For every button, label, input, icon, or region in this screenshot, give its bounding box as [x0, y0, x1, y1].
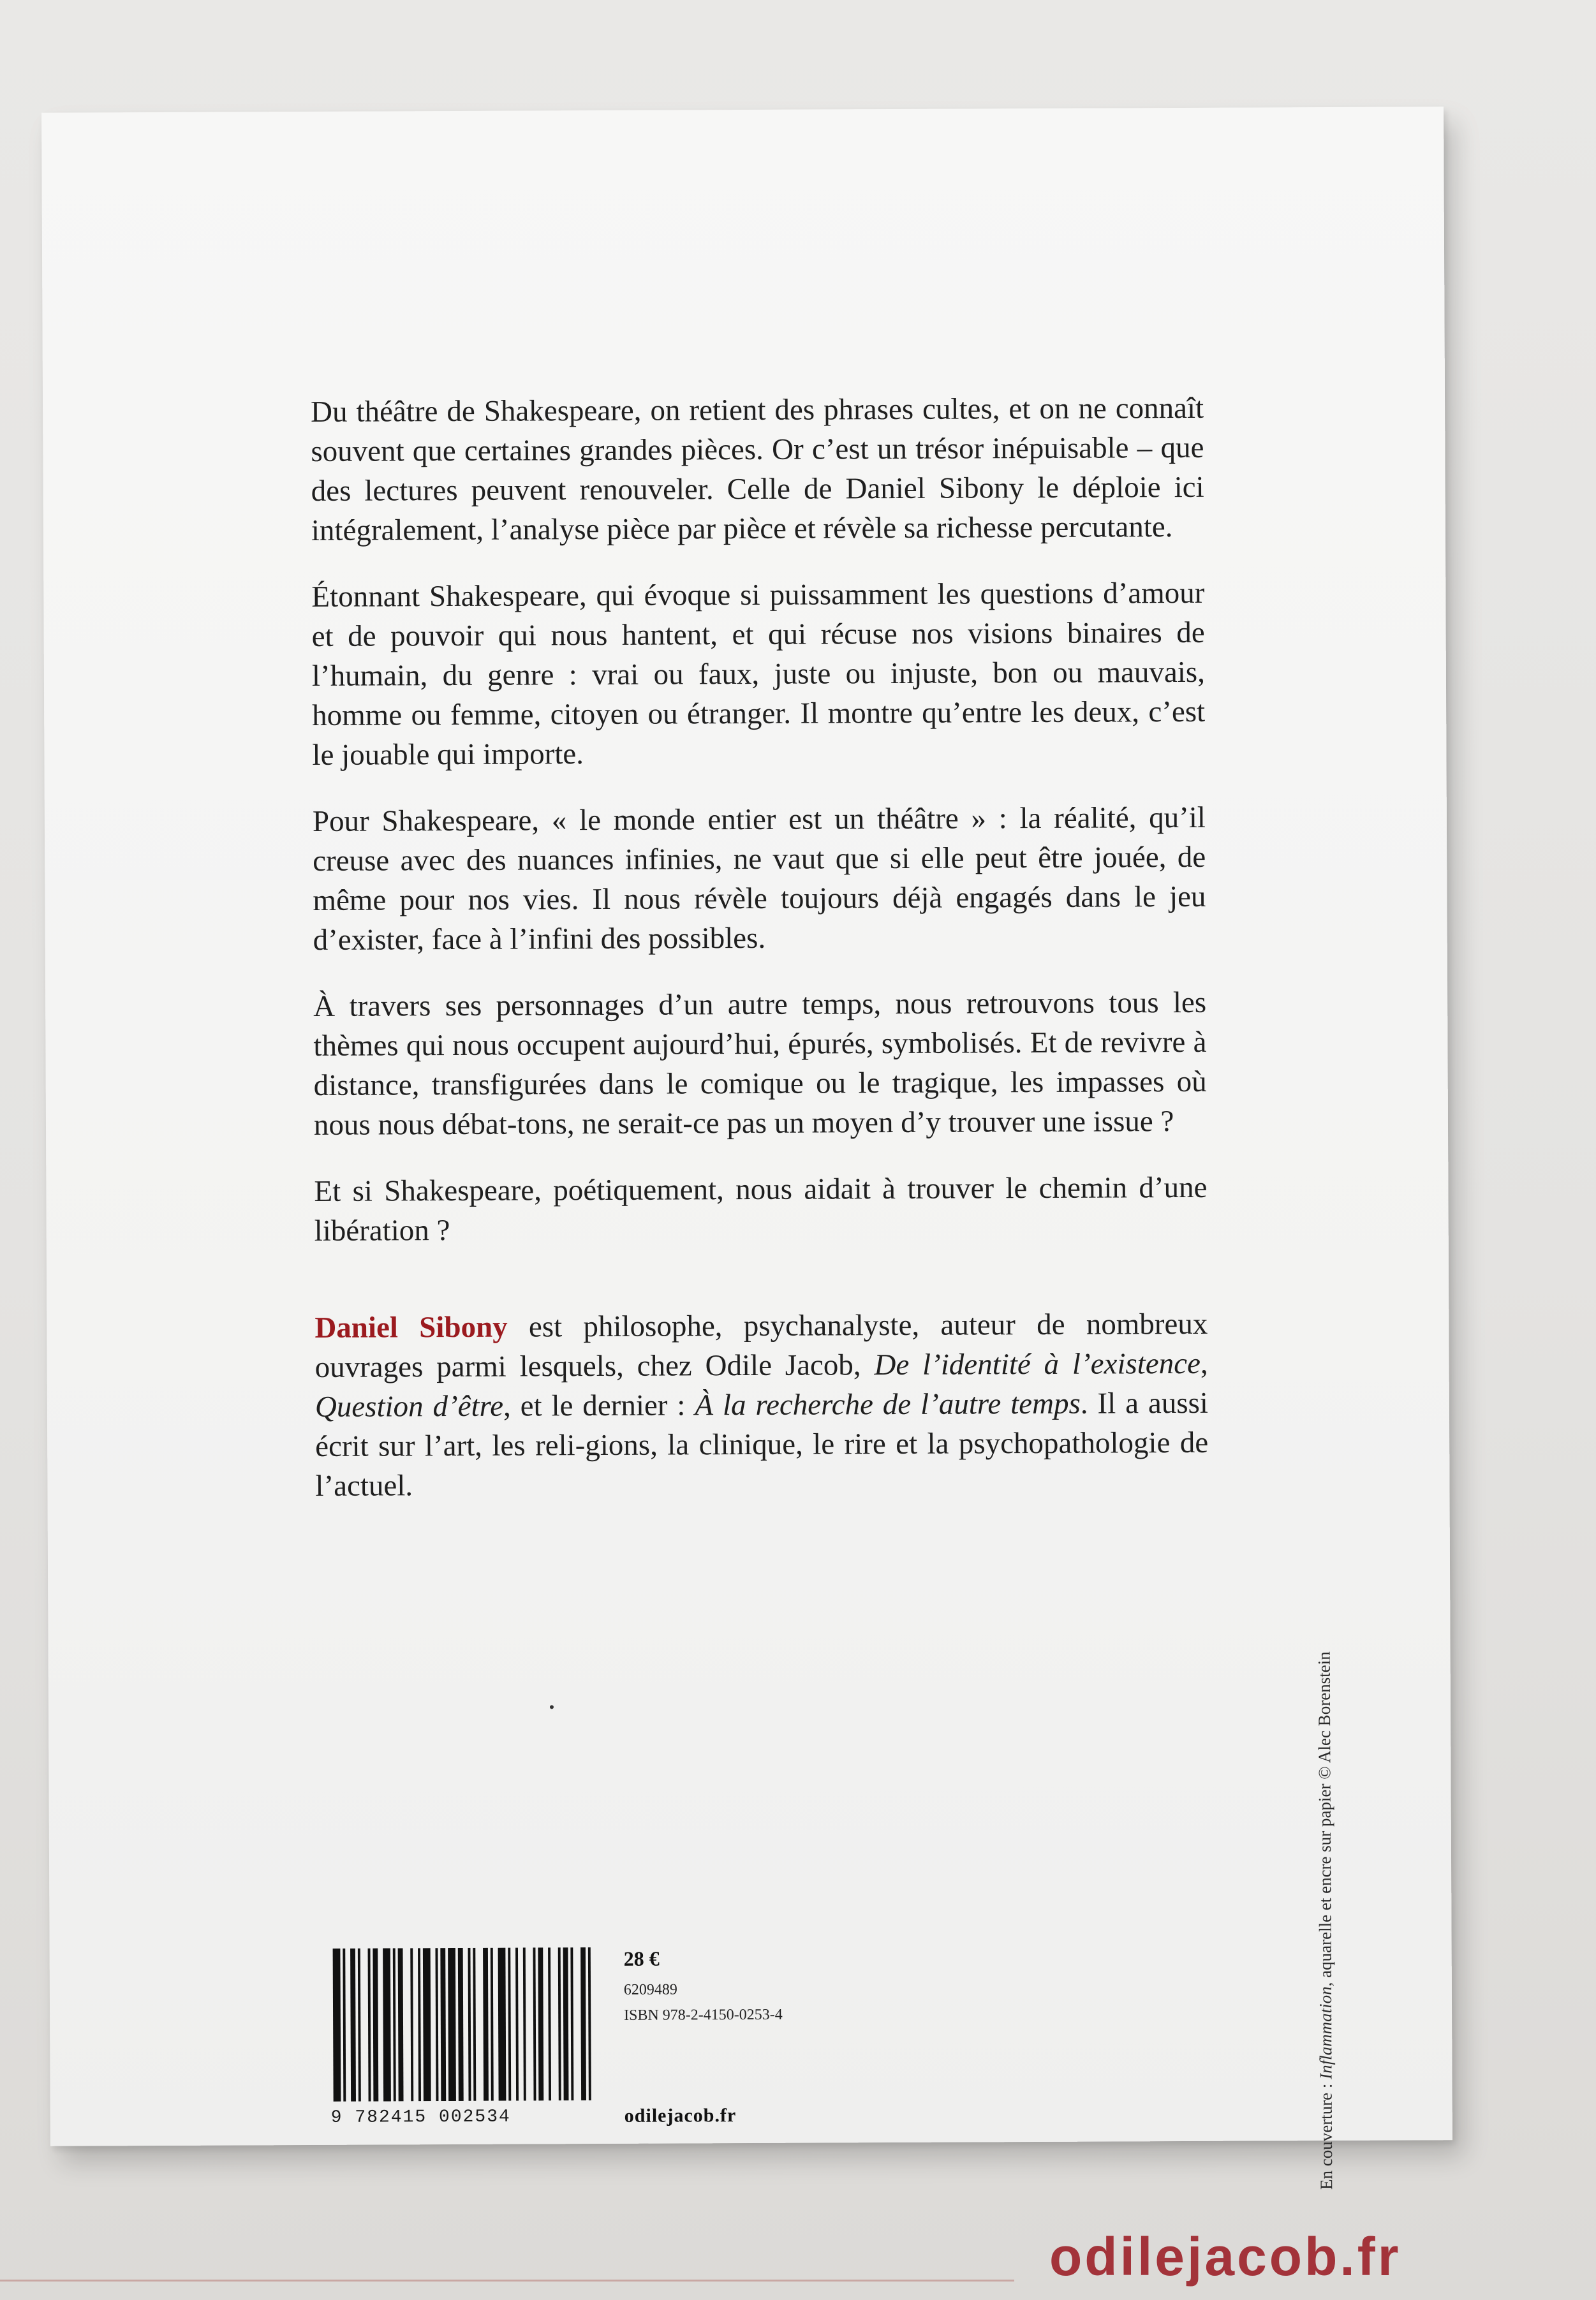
bio-separator: ,: [1200, 1346, 1208, 1380]
barcode-bar: [533, 1947, 536, 2100]
blurb-paragraph-5: Et si Shakespeare, poétiquement, nous aidait à trouver le chemin d’une libération ?: [314, 1170, 1208, 1248]
barcode-bar: [498, 1948, 506, 2101]
author-bio: [314, 1304, 1208, 1506]
bio-text-3: . Il a aussi écrit sur l’art, les reli-gions, la clinique, le rire et la psychopathologie de l’actuel.: [315, 1386, 1209, 1503]
stray-dot: [550, 1705, 554, 1709]
book-back-cover: [41, 107, 1452, 2190]
barcode-bar: [383, 1948, 391, 2101]
barcode-bar: [458, 1948, 464, 2101]
barcode-bar: [373, 1949, 378, 2102]
barcode-bar: [358, 1949, 361, 2102]
barcode-bar: [538, 1947, 543, 2100]
price: 28 €: [623, 1947, 660, 1970]
blurb-text: [311, 388, 1209, 1533]
barcode-bar: [548, 1947, 551, 2100]
isbn: ISBN 978-2-4150-0253-4: [624, 2006, 783, 2024]
barcode-bar: [423, 1948, 431, 2101]
barcode-bar: [491, 1948, 494, 2101]
bio-text-1: est philosophe, psychanalyste, auteur de nombreux ouvrages parmi lesquels, chez Odile Jacob,: [314, 1307, 1208, 1384]
bio-text-2: , et le dernier :: [503, 1389, 695, 1423]
barcode-bar: [473, 1948, 476, 2101]
barcode-bar: [435, 1948, 438, 2101]
barcode-bar: [570, 1947, 573, 2100]
cover-credit: [1315, 1651, 1337, 2190]
blurb-paragraph-4: À travers ses personnages d’un autre temps, nous retrouvons tous les thèmes qui nous occupent aujourd’hui, épurés, symbolisés. Et de revivre à distance, transfigurées dans le comique ou le tragique, les impasses où nous nous débat-tons, ne serait-ce pas un moyen d’y trouver une issue ?: [313, 985, 1207, 1142]
barcode-bar: [410, 1948, 413, 2101]
barcode-bar: [333, 1949, 341, 2102]
publisher-url: odilejacob.fr: [624, 2105, 737, 2127]
barcode-digits: 9 782415 002534: [330, 2107, 511, 2128]
barcode-bar: [580, 1947, 586, 2100]
cover-credit-title: Inflammation: [1315, 1986, 1336, 2079]
barcode-bar: [563, 1947, 569, 2100]
cover-credit-prefix: En couverture :: [1316, 2079, 1336, 2190]
barcode-bar: [440, 1948, 446, 2101]
shelf-divider-line: [0, 2280, 1014, 2282]
barcode-bar: [368, 1949, 371, 2102]
barcode-bar: [508, 1948, 511, 2101]
product-code: 6209489: [623, 1981, 677, 1998]
barcode-bar: [468, 1948, 471, 2101]
barcode-bar: [448, 1948, 456, 2101]
barcode-bar: [515, 1948, 519, 2101]
cover-credit-suffix: , aquarelle et encre sur papier © Alec Borenstein: [1314, 1651, 1335, 1987]
blurb-paragraph-3: Pour Shakespeare, « le monde entier est un théâtre » : la réalité, qu’il creuse avec des nuances infinies, ne vaut que si elle peut être jouée, de même pour nos vies. Il nous révèle toujours déjà engagés dans le jeu d’exister, face à l’infini des possibles.: [312, 800, 1206, 957]
bio-book-title-1: De l’identité à l’existence: [874, 1346, 1201, 1382]
blurb-paragraph-2: Étonnant Shakespeare, qui évoque si puissamment les questions d’amour et de pouvoir qui nous hantent, et qui récuse nos visions binaires de l’humain, du genre : vrai ou faux, juste ou injuste, bon ou mauvais, homme ou femme, citoyen ou étranger. Il montre qu’entre les deux, c’est le jouable qui importe.: [311, 576, 1206, 772]
barcode-bar: [418, 1948, 421, 2101]
barcode-bar: [343, 1949, 346, 2102]
barcode-bar: [588, 1947, 591, 2100]
author-name: Daniel Sibony: [314, 1310, 508, 1345]
bio-book-title-3: À la recherche de l’autre temps: [695, 1387, 1081, 1422]
barcode-bar: [483, 1948, 489, 2101]
barcode-bar: [350, 1949, 356, 2102]
shelf-sign-url: odilejacob.fr: [1049, 2227, 1401, 2287]
barcode-icon: [330, 1947, 599, 2102]
barcode-bar: [558, 1947, 561, 2100]
barcode-block: [330, 1946, 855, 2216]
barcode-bar: [398, 1948, 404, 2101]
barcode-bar: [523, 1948, 526, 2101]
barcode-bar: [393, 1948, 396, 2101]
bio-book-title-2: Question d’être: [314, 1389, 504, 1424]
blurb-paragraph-1: Du théâtre de Shakespeare, on retient des phrases cultes, et on ne connaît souvent que certaines grandes pièces. Or c’est un trésor inépuisable – que des lectures peuvent renouveler. Celle de Daniel Sibony le déploie ici intégralement, l’analyse pièce par pièce et révèle sa richesse percutante.: [310, 391, 1204, 547]
